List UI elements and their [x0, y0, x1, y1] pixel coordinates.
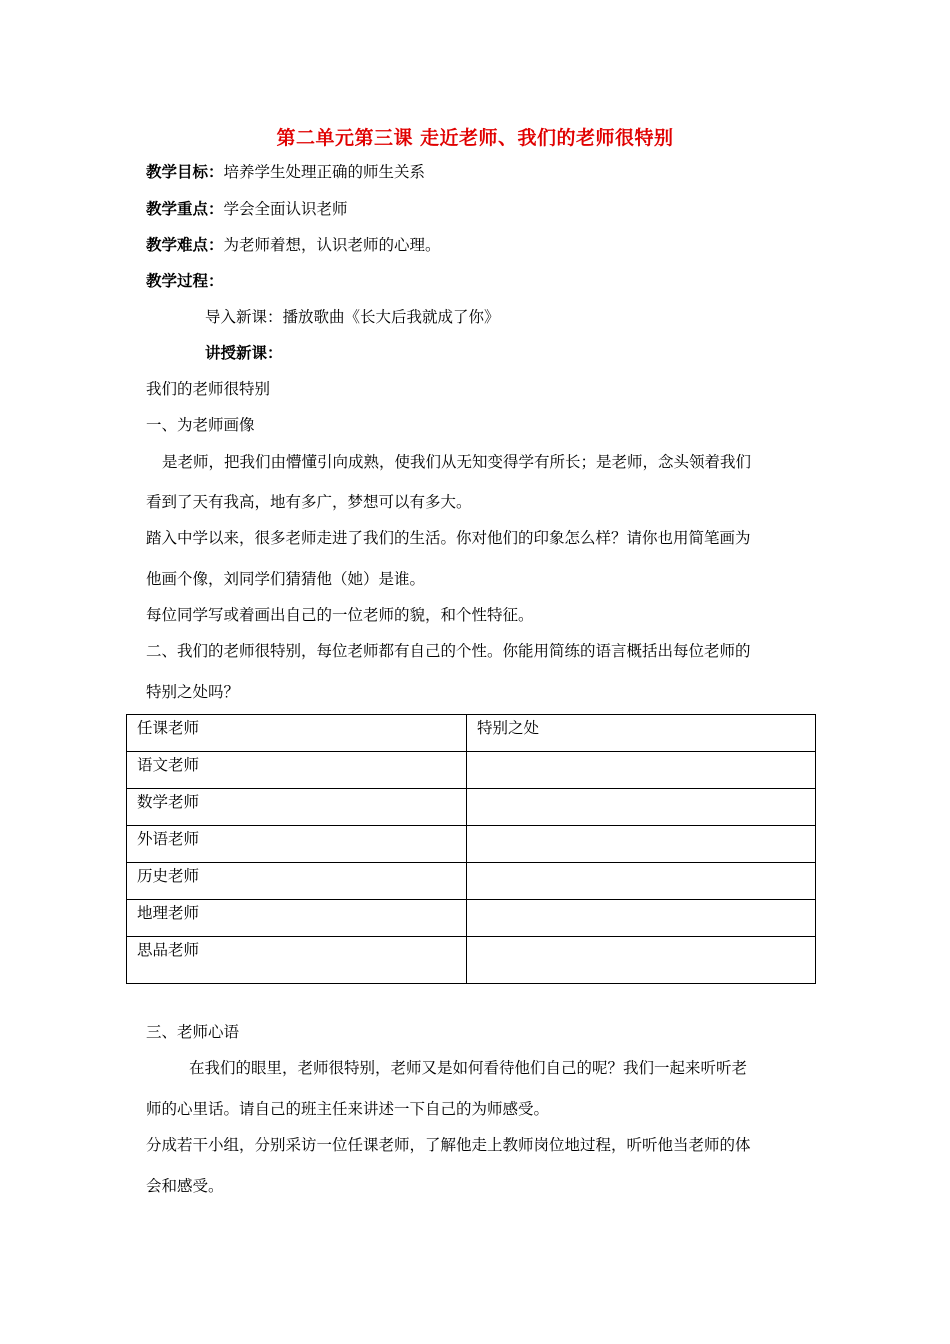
objective-difficulty — [146, 235, 441, 255]
page-title: 第二单元第三课 走近老师、我们的老师很特别 — [276, 127, 674, 149]
table-row — [127, 752, 816, 789]
teacher-table — [126, 714, 816, 984]
section3-heading: 三、老师心语 — [146, 1023, 240, 1041]
table-row — [127, 863, 816, 900]
section3-para2-line1: 分成若干小组，分别采访一位任课老师，了解他走上教师岗位地过程，听听他当老师的体 — [146, 1136, 751, 1154]
table-row — [127, 789, 816, 826]
table-row — [127, 937, 816, 984]
objective-difficulty-text: 为老师着想，认识老师的心理。 — [223, 236, 441, 254]
section2-line2: 特别之处吗？ — [146, 683, 240, 701]
teacher-subject-cell: 外语老师 — [127, 826, 467, 863]
section1-para2-line1: 踏入中学以来，很多老师走进了我们的生活。你对他们的印象怎么样？请你也用简笔画为 — [146, 529, 751, 547]
trait-cell — [467, 937, 816, 984]
section1-para2-line2: 他画个像，刘同学们猜猜他（她）是谁。 — [146, 570, 426, 588]
objective-goal-text: 培养学生处理正确的师生关系 — [223, 163, 426, 181]
section2-line1: 二、我们的老师很特别，每位老师都有自己的个性。你能用简练的语言概括出每位老师的 — [146, 642, 751, 660]
objective-focus-text: 学会全面认识老师 — [223, 200, 348, 218]
process-label: 教学过程： — [146, 272, 224, 290]
table-row — [127, 826, 816, 863]
section1-para3: 每位同学写或着画出自己的一位老师的貌，和个性特征。 — [146, 606, 534, 624]
objective-goal — [146, 162, 425, 182]
teacher-subject-cell: 数学老师 — [127, 789, 467, 826]
objective-difficulty-label: 教学难点： — [146, 236, 224, 254]
section3-para1-line2: 师的心里话。请自己的班主任来讲述一下自己的为师感受。 — [146, 1100, 550, 1118]
trait-cell — [467, 789, 816, 826]
teacher-subject-cell: 语文老师 — [127, 752, 467, 789]
section3-para1-line1: 在我们的眼里，老师很特别，老师又是如何看待他们自己的呢？我们一起来听听老 — [189, 1059, 748, 1077]
new-lesson-label: 讲授新课： — [205, 344, 283, 362]
section1-heading: 一、为老师画像 — [146, 416, 255, 434]
trait-cell — [467, 900, 816, 937]
trait-cell — [467, 863, 816, 900]
table-header-cell: 特别之处 — [467, 715, 816, 752]
teacher-subject-cell: 地理老师 — [127, 900, 467, 937]
table-header-row — [127, 715, 816, 752]
table-row — [127, 900, 816, 937]
section3-para2-line2: 会和感受。 — [146, 1177, 224, 1195]
table-header-cell: 任课老师 — [127, 715, 467, 752]
teacher-subject-cell: 历史老师 — [127, 863, 467, 900]
trait-cell — [467, 752, 816, 789]
teacher-subject-cell: 思品老师 — [127, 937, 467, 984]
objective-focus-label: 教学重点： — [146, 200, 224, 218]
objective-focus — [146, 199, 348, 219]
objective-goal-label: 教学目标： — [146, 163, 224, 181]
trait-cell — [467, 826, 816, 863]
intro-line: 导入新课：播放歌曲《长大后我就成了你》 — [205, 308, 500, 326]
section1-para1-line2: 看到了天有我高，地有多广，梦想可以有多大。 — [146, 493, 472, 511]
topic-line: 我们的老师很特别 — [146, 380, 271, 398]
section1-para1-line1: 是老师，把我们由懵懂引向成熟，使我们从无知变得学有所长；是老师，念头领着我们 — [162, 453, 752, 471]
